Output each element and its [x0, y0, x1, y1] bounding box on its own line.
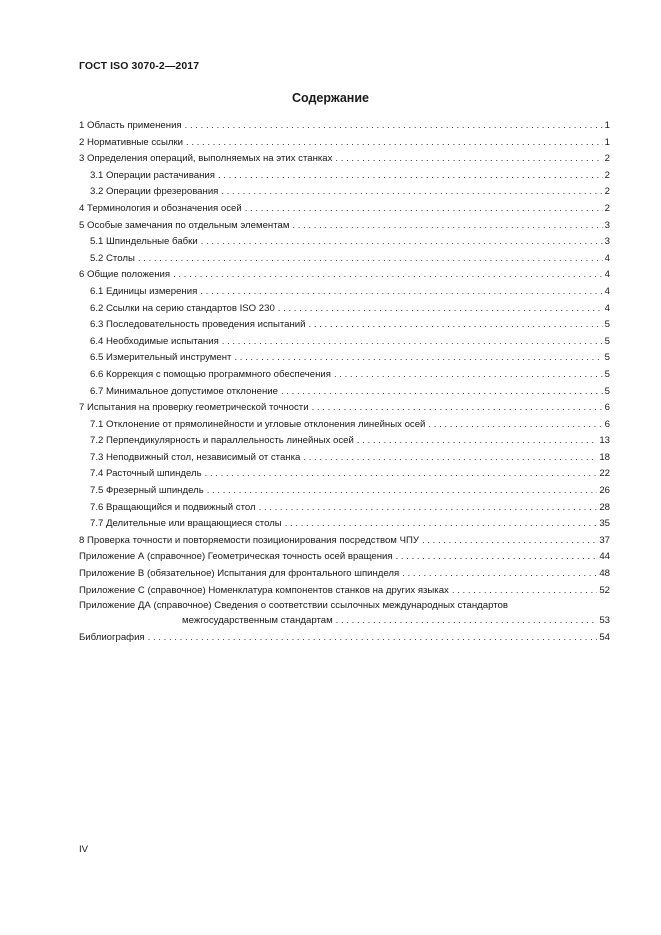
toc-leader-dots	[259, 500, 598, 517]
toc-title: Содержание	[291, 91, 369, 105]
toc-entry[interactable]	[79, 350, 610, 367]
toc-entry-title: 7.3 Неподвижный стол, независимый от станка	[90, 451, 301, 463]
toc-entry-title: 7.1 Отклонение от прямолинейности и угловые отклонения линейных осей	[90, 418, 426, 430]
toc-entry-page: 4	[604, 252, 610, 264]
toc-entry-page: 3	[604, 219, 610, 231]
toc-entry-title: 5.2 Столы	[90, 252, 135, 264]
toc-entry[interactable]	[79, 466, 610, 483]
toc-entry[interactable]	[79, 267, 610, 284]
toc-entry-page: 26	[599, 485, 610, 497]
toc-entry-title: 6.3 Последовательность проведения испытаний	[90, 319, 306, 331]
toc-entry[interactable]	[79, 384, 610, 401]
toc-entry[interactable]	[79, 218, 610, 235]
toc-entry-title: 6.1 Единицы измерения	[90, 285, 198, 297]
toc-entry-title: 6.7 Минимальное допустимое отклонение	[90, 385, 278, 397]
toc-entry-title: 7.4 Расточный шпиндель	[90, 468, 202, 480]
toc-leader-dots	[281, 384, 603, 401]
toc-entry-title: 6 Общие положения	[79, 269, 171, 281]
toc-entry-page: 2	[604, 153, 610, 165]
toc-entry-title: 2 Нормативные ссылки	[79, 136, 184, 148]
toc-entry[interactable]	[79, 301, 610, 318]
toc-entry[interactable]	[79, 400, 610, 417]
toc-entry-page: 18	[599, 451, 610, 463]
toc-entry-page: 1	[604, 120, 610, 131]
toc-entry-page: 54	[599, 631, 610, 643]
toc-leader-dots	[185, 118, 603, 135]
toc-leader-dots	[201, 234, 603, 251]
toc-entry[interactable]	[79, 367, 610, 384]
toc-entry-title: 7.2 Перпендикулярность и параллельность линейных осей	[90, 435, 354, 447]
toc-entry[interactable]	[79, 583, 610, 600]
toc-entry-page: 5	[604, 319, 610, 331]
toc-leader-dots	[309, 317, 603, 334]
toc-entry-title: 8 Проверка точности и повторяемости позиционирования посредством ЧПУ	[79, 534, 419, 546]
toc-entry-page: 5	[604, 385, 610, 397]
toc-entry[interactable]	[79, 317, 610, 334]
toc-leader-dots	[138, 251, 603, 268]
toc-entry-title: 5 Особые замечания по отдельным элементам	[79, 219, 290, 231]
toc-entry[interactable]	[79, 417, 610, 434]
toc-entry-title: Приложение В (обязательное) Испытания для фронтального шпинделя	[79, 568, 400, 580]
toc-leader-dots	[285, 516, 598, 533]
toc-entry-title: 3.2 Операции фрезерования	[90, 186, 219, 198]
toc-entry-title: Приложение С (справочное) Номенклатура компонентов станков на других языках	[79, 584, 449, 596]
toc-leader-dots	[428, 417, 602, 434]
toc-entry[interactable]	[79, 284, 610, 301]
toc-entry-page: 6	[604, 418, 610, 430]
toc-entry-page: 4	[604, 285, 610, 297]
toc-entry[interactable]	[79, 184, 610, 201]
toc-entry[interactable]	[79, 251, 610, 268]
toc-leader-dots	[148, 630, 598, 647]
toc-entry-page: 13	[599, 435, 610, 447]
toc-leader-dots	[336, 613, 598, 630]
toc-entry-title: 7.5 Фрезерный шпиндель	[90, 485, 204, 497]
toc-entry[interactable]	[79, 433, 610, 450]
toc-leader-dots	[292, 218, 602, 235]
toc-entry[interactable]	[79, 334, 610, 351]
table-of-contents	[79, 118, 610, 646]
toc-entry-page: 35	[599, 518, 610, 530]
toc-entry[interactable]	[79, 500, 610, 517]
toc-entry-title: 7.6 Вращающийся и подвижный стол	[90, 501, 256, 513]
toc-entry[interactable]	[79, 234, 610, 251]
toc-entry-page: 6	[604, 402, 610, 414]
toc-leader-dots	[422, 533, 597, 550]
toc-entry-page: 53	[599, 615, 610, 627]
toc-entry-title: 6.6 Коррекция с помощью программного обеспечения	[90, 368, 331, 380]
toc-entry-title: Приложение А (справочное) Геометрическая точность осей вращения	[79, 551, 393, 563]
toc-entry[interactable]	[79, 168, 610, 185]
page-number: IV	[79, 844, 89, 855]
toc-entry-page: 4	[604, 302, 610, 314]
toc-entry[interactable]	[79, 118, 610, 135]
toc-entry-title: 1 Область применения	[79, 120, 182, 131]
toc-leader-dots	[303, 450, 597, 467]
toc-entry-title-line2: межгосударственным стандартам	[182, 615, 333, 627]
toc-leader-dots	[402, 566, 597, 583]
toc-entry-page: 2	[604, 186, 610, 198]
toc-entry-title: 3.1 Операции растачивания	[90, 169, 215, 181]
toc-leader-dots	[221, 184, 602, 201]
toc-entry-title: 4 Терминология и обозначения осей	[79, 202, 242, 214]
toc-leader-dots	[200, 284, 602, 301]
toc-entry-page: 52	[599, 584, 610, 596]
toc-entry[interactable]	[79, 516, 610, 533]
toc-leader-dots	[222, 334, 603, 351]
toc-leader-dots	[207, 483, 598, 500]
toc-leader-dots	[396, 549, 598, 566]
toc-entry-page: 5	[604, 352, 610, 364]
toc-entry-title: 6.5 Измерительный инструмент	[90, 352, 232, 364]
toc-leader-dots	[234, 350, 602, 367]
toc-entry-page: 1	[604, 136, 610, 148]
toc-entry[interactable]	[79, 630, 610, 647]
toc-entry-title: 6.4 Необходимые испытания	[90, 335, 219, 347]
toc-entry-appendix-da[interactable]	[79, 599, 610, 630]
toc-leader-dots	[452, 583, 597, 600]
toc-entry-page: 37	[599, 534, 610, 546]
toc-entry-page: 2	[604, 202, 610, 214]
toc-leader-dots	[186, 135, 603, 152]
toc-entry-title: 6.2 Ссылки на серию стандартов ISO 230	[90, 302, 275, 314]
document-code: ГОСТ ISO 3070-2—2017	[79, 60, 200, 72]
toc-entry-page: 48	[599, 568, 610, 580]
toc-leader-dots	[334, 367, 603, 384]
toc-entry[interactable]	[79, 533, 610, 550]
toc-entry-page: 5	[604, 335, 610, 347]
toc-entry-title: 5.1 Шпиндельные бабки	[90, 236, 198, 248]
toc-entry-page: 22	[599, 468, 610, 480]
toc-leader-dots	[357, 433, 598, 450]
toc-entry[interactable]	[79, 450, 610, 467]
toc-entry[interactable]	[79, 549, 610, 566]
toc-leader-dots	[278, 301, 603, 318]
toc-entry[interactable]	[79, 151, 610, 168]
toc-entry[interactable]	[79, 483, 610, 500]
toc-entry-page: 4	[604, 269, 610, 281]
toc-entry-page: 2	[604, 169, 610, 181]
toc-leader-dots	[218, 168, 603, 185]
toc-entry-title-line1: Приложение ДА (справочное) Сведения о соответствии ссылочных международных стандартов	[79, 600, 508, 612]
toc-entry-title: Библиография	[79, 631, 145, 643]
toc-entry-page: 5	[604, 368, 610, 380]
toc-leader-dots	[312, 400, 603, 417]
toc-entry-page: 3	[604, 236, 610, 248]
toc-entry[interactable]	[79, 201, 610, 218]
toc-leader-dots	[335, 151, 602, 168]
toc-entry[interactable]	[79, 566, 610, 583]
toc-entry-page: 44	[599, 551, 610, 563]
toc-entry-page: 28	[599, 501, 610, 513]
toc-entry-title: 3 Определения операций, выполняемых на этих станках	[79, 153, 333, 165]
toc-leader-dots	[245, 201, 603, 218]
toc-entry-title: 7 Испытания на проверку геометрической точности	[79, 402, 309, 414]
toc-leader-dots	[205, 466, 598, 483]
toc-entry[interactable]	[79, 135, 610, 152]
toc-entry-line2	[79, 613, 610, 630]
toc-leader-dots	[173, 267, 603, 284]
toc-entry-title: 7.7 Делительные или вращающиеся столы	[90, 518, 282, 530]
